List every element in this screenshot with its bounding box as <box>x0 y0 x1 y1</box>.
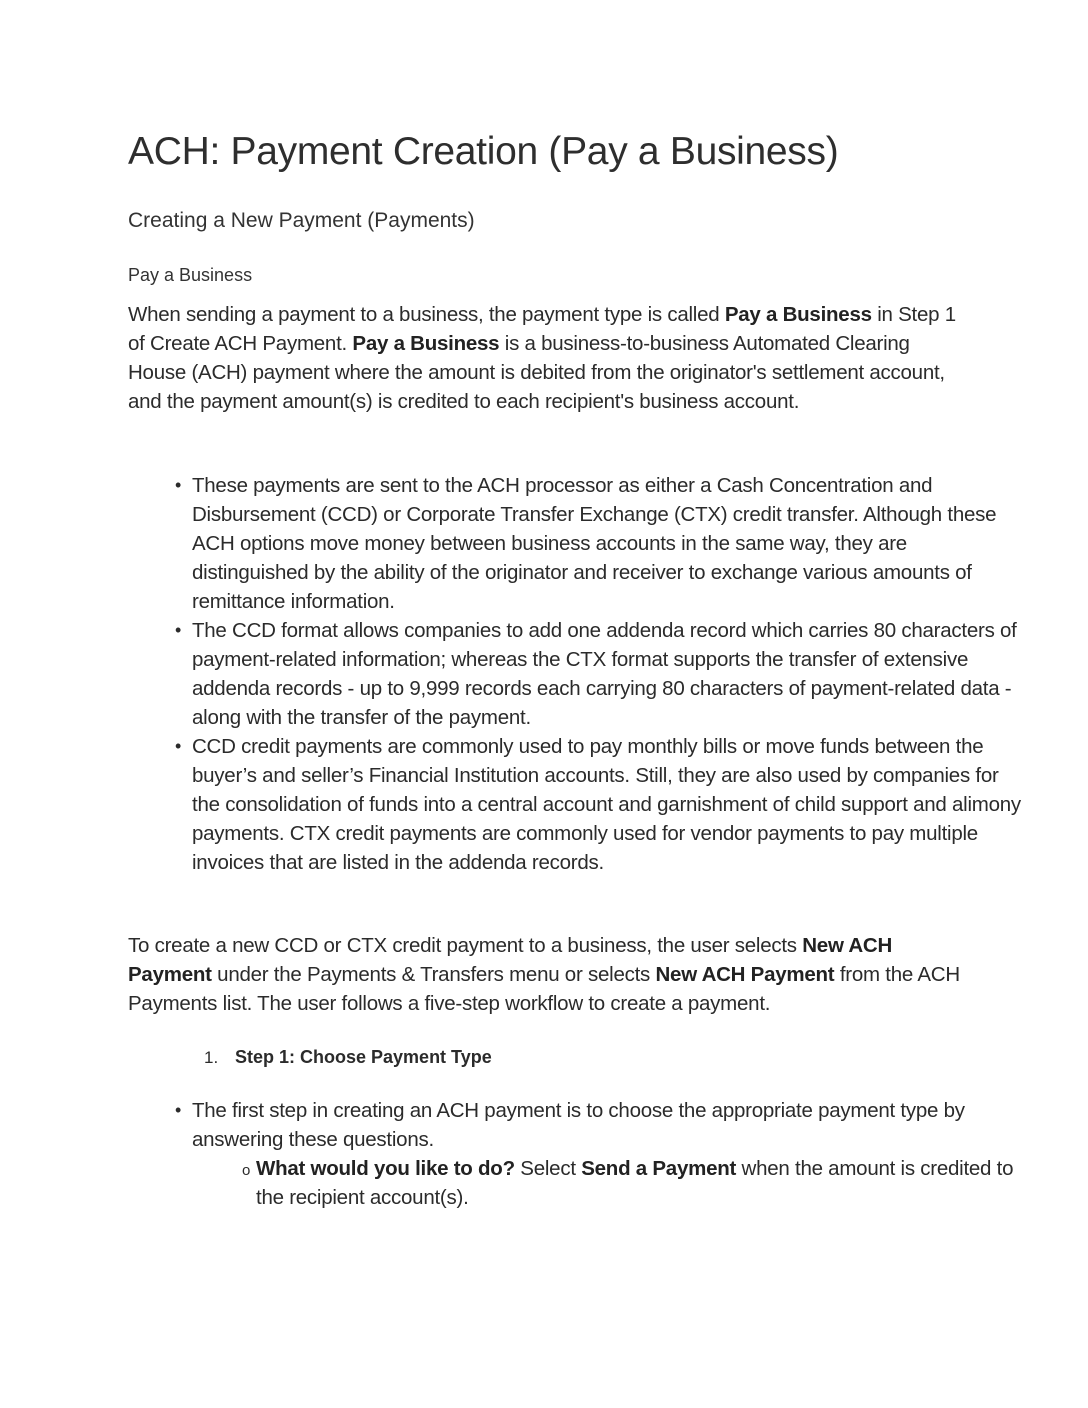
sub-bullet-item <box>256 1154 1027 1212</box>
sub-bold-1: What would you like to do? <box>256 1157 515 1180</box>
intro-text-1: When sending a payment to a business, the payment type is called <box>128 303 725 326</box>
bullet-item: • CCD credit payments are commonly used to pay monthly bills or move funds between the buyer’s and seller’s Financial Institution accounts. Still, they are also used by companies for the consolidation of funds into a central account and garnishment of child support and alimony payments. CTX credit payments are commonly used for vendor payments to pay multiple invoices that are listed in the addenda records. <box>192 732 1027 877</box>
format-bullet-list <box>128 471 1027 877</box>
bullet-item: • The CCD format allows companies to add one addenda record which carries 80 characters of payment-related information; whereas the CTX format supports the transfer of extensive addenda records - up to 9,999 records each carrying 80 characters of payment-related data - along with the transfer of the payment. <box>192 616 1027 732</box>
section-title: Pay a Business <box>128 265 253 285</box>
para2-text-1: To create a new CCD or CTX credit payment to a business, the user selects <box>128 934 803 957</box>
intro-bold-2: Pay a Business <box>352 332 500 355</box>
intro-bold-1: Pay a Business <box>724 303 872 326</box>
intro-text-2: in Step 1 of Create ACH Payment. <box>128 303 956 355</box>
step-label: Step 1: Choose Payment Type <box>235 1047 492 1067</box>
para2-text-3: from the ACH Payments list. The user follows a five-step workflow to create a payment. <box>128 963 960 1015</box>
create-payment-paragraph <box>128 931 963 1018</box>
step-number: 1. <box>204 1048 219 1067</box>
bullet-item <box>192 1096 1027 1212</box>
page-subtitle: Creating a New Payment (Payments) <box>128 209 475 232</box>
intro-text-3: is a business-to-business Automated Clearing House (ACH) payment where the amount is debited from the originator's settlement account, and the payment amount(s) is credited to each recipient's business account. <box>128 332 945 413</box>
step1-bullet-list <box>128 1096 1027 1212</box>
sub-bold-2: Send a Payment <box>581 1157 737 1180</box>
page-title: ACH: Payment Creation (Pay a Business) <box>128 130 839 173</box>
step-item <box>204 1043 492 1072</box>
bullet-text: The first step in creating an ACH payment is to choose the appropriate payment type by answering these questions. <box>192 1099 965 1151</box>
para2-bold-1: New ACH Payment <box>128 934 892 986</box>
sub-text-2: when the amount is credited to the recipient account(s). <box>256 1157 1014 1209</box>
para2-bold-2: New ACH Payment <box>655 963 835 986</box>
para2-text-2: under the Payments & Transfers menu or selects <box>211 963 656 986</box>
bullet-item: • These payments are sent to the ACH processor as either a Cash Concentration and Disbursement (CCD) or Corporate Transfer Exchange (CTX) credit transfer. Although these ACH options move money between business accounts in the same way, they are distinguished by the ability of the originator and receiver to exchange various amounts of remittance information. <box>192 471 1027 616</box>
step-list <box>204 1043 492 1072</box>
intro-paragraph <box>128 300 963 416</box>
sub-text-1: Select <box>514 1157 582 1180</box>
sub-bullet-list <box>192 1154 1027 1212</box>
